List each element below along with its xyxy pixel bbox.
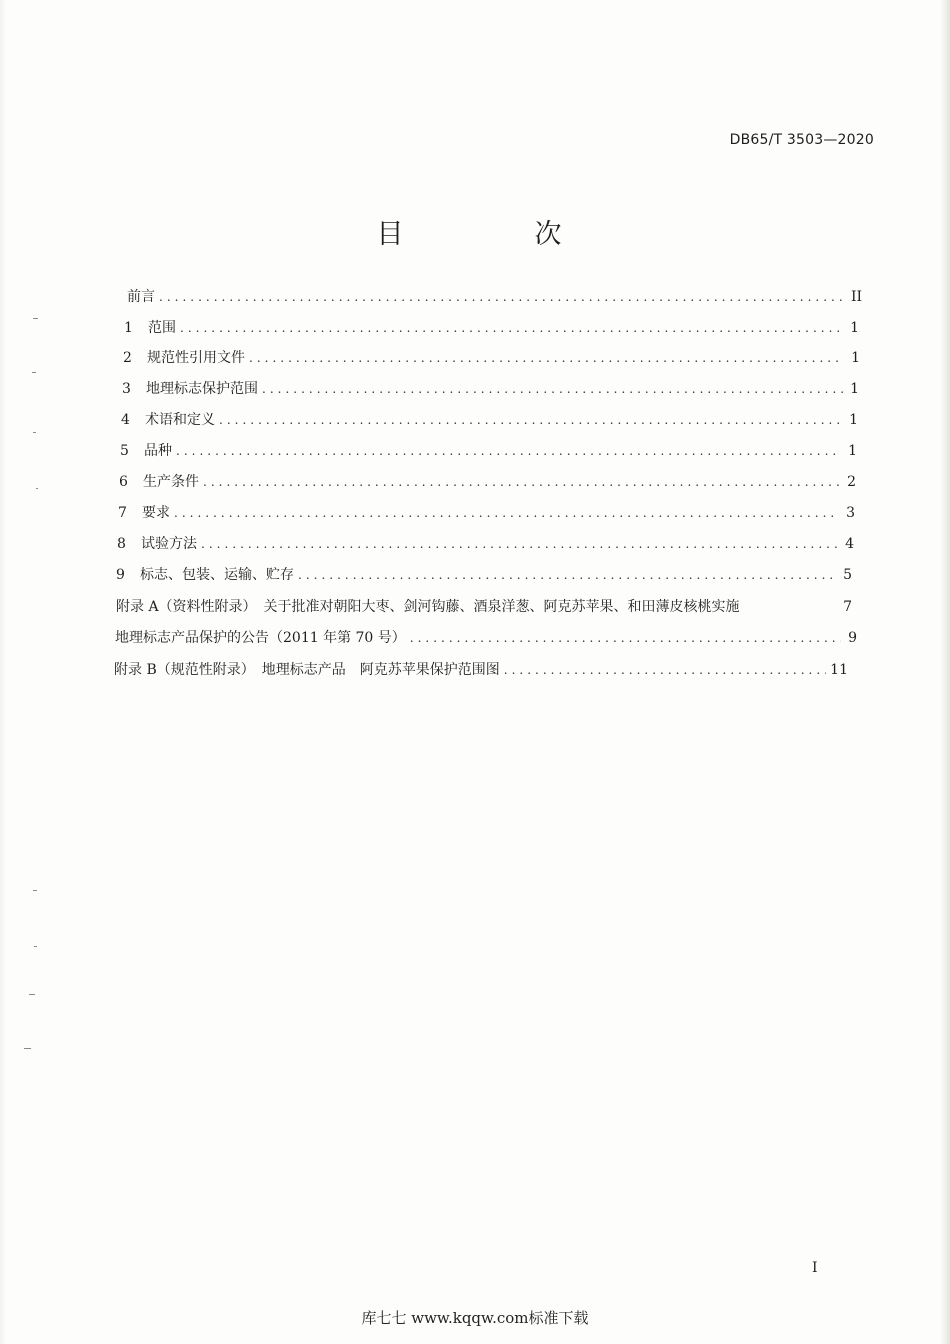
toc-entry-page: 4: [845, 536, 854, 552]
toc-entry-page: 2: [847, 474, 856, 490]
toc-leader-dots: [504, 663, 826, 677]
toc-entry-9[interactable]: [116, 564, 852, 584]
toc-entry-6[interactable]: [119, 471, 856, 491]
toc-entry-3[interactable]: [122, 378, 859, 398]
toc-entry-label: 地理标志产品保护的公告（2011 年第 70 号）: [115, 630, 406, 646]
toc-entry-label: 规范性引用文件: [147, 350, 245, 366]
toc-entry-number: 7: [118, 505, 127, 521]
toc-leader-dots: [262, 382, 843, 396]
scan-speck: [24, 1048, 31, 1049]
toc-entry-label: 试验方法: [141, 536, 197, 552]
document-code: DB65/T 3503—2020: [729, 132, 874, 148]
footer-watermark: 库七七 www.kqqw.com标准下载: [361, 1309, 589, 1327]
toc-leader-dots: [174, 506, 839, 520]
toc-leader-dots: [298, 568, 836, 582]
page-number: I: [812, 1260, 818, 1276]
toc-entry-number: 2: [123, 350, 132, 366]
toc-entry-page: 7: [843, 599, 852, 615]
toc-leader-dots: [176, 444, 841, 458]
toc-entry-label: 标志、包装、运输、贮存: [140, 567, 294, 583]
toc-entry-preface[interactable]: [127, 286, 862, 306]
toc-entry-annex-a-continued[interactable]: [115, 627, 857, 647]
scan-speck: [34, 946, 37, 947]
scan-edge-left: [0, 0, 6, 1344]
page-title: 目 次: [376, 219, 614, 250]
toc-entry-label: 附录 A（资料性附录） 关于批准对朝阳大枣、剑河钩藤、酒泉洋葱、阿克苏苹果、和田薄皮核桃实施: [116, 599, 740, 615]
toc-entry-label: 前言: [127, 289, 155, 305]
toc-entry-4[interactable]: [121, 409, 858, 429]
toc-entry-label: 地理标志保护范围: [146, 381, 258, 397]
scan-speck: [33, 318, 38, 319]
toc-entry-page: 1: [850, 320, 859, 336]
toc-entry-page: 1: [850, 381, 859, 397]
toc-entry-number: 5: [120, 443, 129, 459]
toc-leader-dots: [410, 631, 841, 645]
scan-speck: [32, 372, 36, 373]
toc-entry-1[interactable]: [124, 317, 859, 337]
toc-entry-8[interactable]: [117, 533, 854, 553]
toc-entry-annex-b[interactable]: [114, 659, 848, 679]
toc-leader-dots: [201, 537, 838, 551]
toc-entry-label: 要求: [142, 505, 170, 521]
toc-entry-page: 5: [843, 567, 852, 583]
toc-entry-number: 6: [119, 474, 128, 490]
scan-speck: [29, 994, 35, 995]
toc-entry-7[interactable]: [118, 502, 855, 522]
toc-entry-label: 术语和定义: [145, 412, 215, 428]
toc-entry-page: 9: [848, 630, 857, 646]
toc-entry-label: 品种: [144, 443, 172, 459]
toc-entry-number: 4: [121, 412, 130, 428]
toc-entry-number: 3: [122, 381, 131, 397]
scan-speck: [36, 488, 38, 489]
toc-leader-dots: [180, 321, 843, 335]
toc-entry-page: II: [850, 289, 862, 305]
toc-entry-annex-a[interactable]: [116, 596, 852, 616]
scan-edge-right: [940, 0, 950, 1344]
toc-entry-2[interactable]: [123, 347, 860, 367]
toc-entry-label: 生产条件: [143, 474, 199, 490]
toc-entry-page: 1: [851, 350, 860, 366]
toc-entry-label: 范围: [148, 320, 176, 336]
toc-leader-dots: [203, 475, 840, 489]
toc-entry-number: 1: [124, 320, 133, 336]
toc-entry-5[interactable]: [120, 440, 857, 460]
toc-leader-dots: [249, 351, 844, 365]
toc-entry-page: 1: [848, 443, 857, 459]
toc-entry-number: 8: [117, 536, 126, 552]
scan-speck: [33, 890, 37, 891]
toc-entry-number: 9: [116, 567, 125, 583]
toc-entry-page: 11: [830, 662, 848, 678]
toc-entry-page: 3: [846, 505, 855, 521]
toc-leader-dots: [159, 290, 846, 304]
toc-leader-dots: [219, 413, 842, 427]
scan-speck: [33, 432, 36, 433]
toc-entry-label: 附录 B（规范性附录） 地理标志产品 阿克苏苹果保护范围图: [114, 662, 500, 678]
toc-entry-page: 1: [849, 412, 858, 428]
